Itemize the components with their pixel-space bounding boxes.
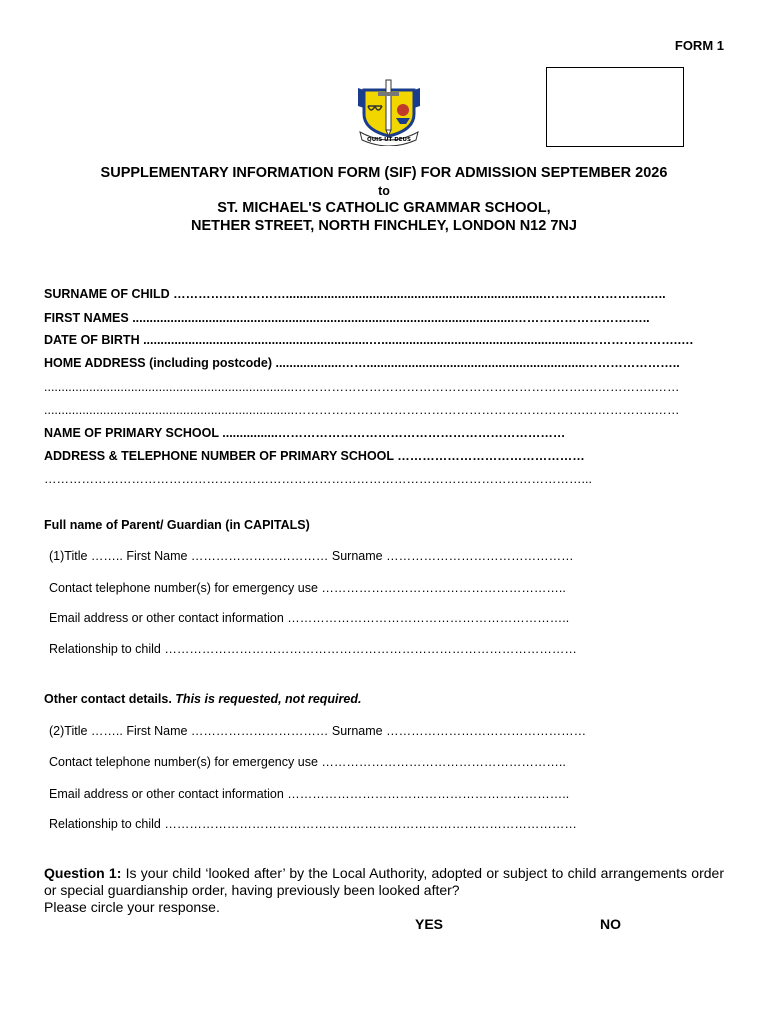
home-address-line-2[interactable]: ........................................................................…………………………………………………………….……………..…… [44, 380, 680, 394]
other-contact-name-row[interactable]: (2)Title …….. First Name …………………………… Surname ………………………………………… [49, 724, 587, 738]
other-contact-heading [44, 692, 361, 706]
primary-school-field[interactable]: NAME OF PRIMARY SCHOOL ................…………………………………………………………… [44, 426, 566, 440]
svg-text:QUIS UT DEUS: QUIS UT DEUS [367, 137, 411, 143]
parent-relationship-field[interactable]: Relationship to child ……………………………………………………………………………………… [49, 642, 577, 656]
question-1-label: Question 1: [44, 865, 122, 881]
other-contact-heading-label: Other contact details. [44, 692, 172, 706]
primary-school-address-field[interactable]: ADDRESS & TELEPHONE NUMBER OF PRIMARY SCHOOL ……………………………………… [44, 449, 585, 463]
answer-no[interactable]: NO [600, 916, 621, 932]
question-1 [44, 865, 724, 916]
parent-name-row[interactable]: (1)Title …….. First Name …………………………… Surname ……………………………………… [49, 549, 574, 563]
question-1-instruction: Please circle your response. [44, 899, 220, 915]
school-address: NETHER STREET, NORTH FINCHLEY, LONDON N12 7NJ [191, 218, 577, 234]
parent-phone-field[interactable]: Contact telephone number(s) for emergency use ………………………………………………….. [49, 581, 566, 595]
other-contact-heading-note: This is requested, not required. [175, 692, 362, 706]
surname-field[interactable]: SURNAME OF CHILD ………………………..........................................................................…………………….….. [44, 287, 666, 301]
first-names-field[interactable]: FIRST NAMES ..............................................................................................................……………………….….. [44, 311, 650, 325]
other-contact-relationship-field[interactable]: Relationship to child ……………………………………………………………………………………… [49, 817, 577, 831]
other-contact-email-field[interactable]: Email address or other contact information ………………………………………………………….. [49, 787, 570, 801]
form-title: SUPPLEMENTARY INFORMATION FORM (SIF) FOR ADMISSION SEPTEMBER 2026 [100, 165, 668, 181]
form-number: FORM 1 [674, 38, 724, 53]
parent-email-field[interactable]: Email address or other contact information ………………………………………………………….. [49, 611, 570, 625]
answer-yes[interactable]: YES [415, 916, 444, 932]
photo-box [546, 67, 684, 147]
parent-section-heading: Full name of Parent/ Guardian (in CAPITALS) [44, 518, 310, 532]
home-address-line-3[interactable]: ........................................................................…………………………………………………………….……………..…… [44, 403, 680, 417]
form-title-to: to [378, 184, 390, 198]
other-contact-phone-field[interactable]: Contact telephone number(s) for emergency use ………………………………………………….. [49, 755, 566, 769]
primary-school-address-line-2[interactable]: …………………………………………………………………………………………………………………... [44, 472, 592, 486]
home-address-field[interactable]: HOME ADDRESS (including postcode) ...................……...............................................................………………….. [44, 356, 680, 370]
crest-shield-icon [356, 78, 422, 146]
question-1-text: Is your child ‘looked after’ by the Local Authority, adopted or subject to child arrangements order or special guardianship order, having previously been looked after? [44, 865, 724, 898]
dob-field[interactable]: DATE OF BIRTH .................................................................…...........................................................………………….…. [44, 333, 694, 347]
school-name: ST. MICHAEL'S CATHOLIC GRAMMAR SCHOOL, [217, 200, 551, 216]
school-crest [356, 78, 422, 146]
